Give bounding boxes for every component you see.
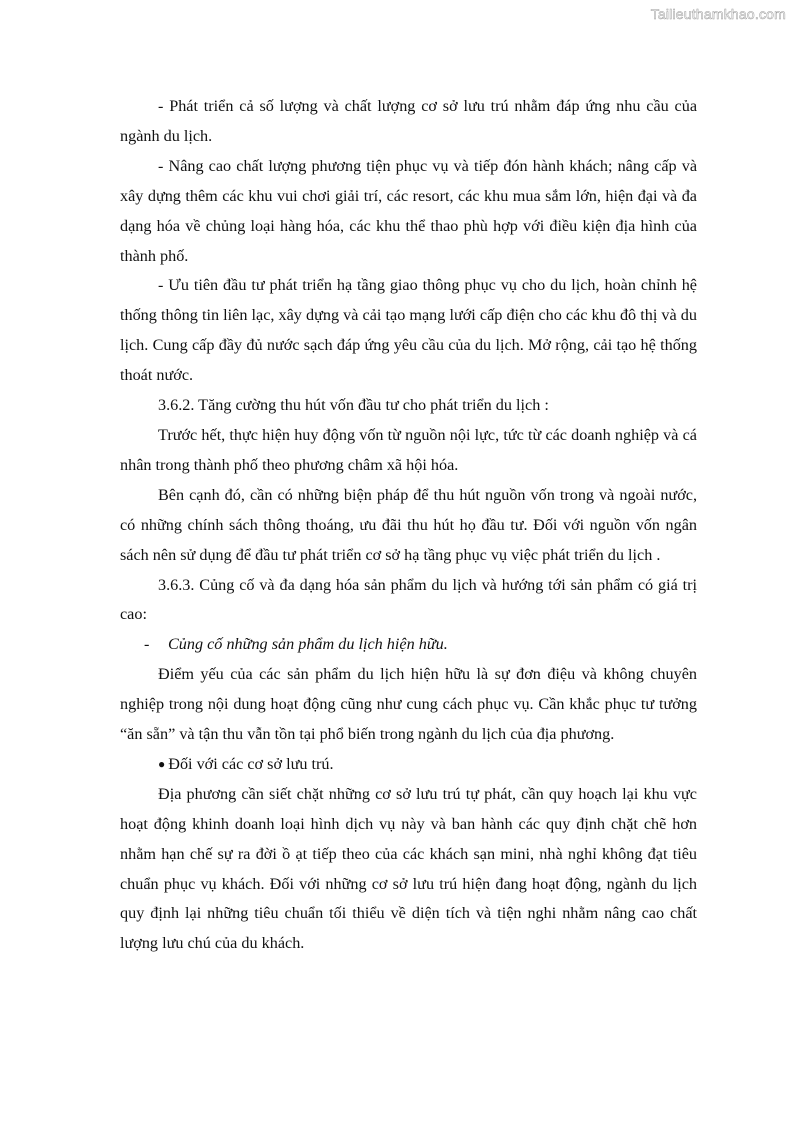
paragraph-external-capital: Bên cạnh đó, cần có những biện pháp để thu hút nguồn vốn trong và ngoài nước, có những chính sách thông thoáng, ưu đãi thu hút họ đầu tư. Đối với nguồn vốn ngân sách nên sử dụng để đầu tư phát triển cơ sở hạ tầng phục vụ việc phát triển du lịch . <box>120 485 697 564</box>
bullet-icon: ● <box>158 756 166 771</box>
dash-marker: - <box>144 635 150 654</box>
list-item-text: Đối với các cơ sở lưu trú. <box>168 754 334 773</box>
paragraph-service-quality: - Nâng cao chất lượng phương tiện phục vụ và tiếp đón hành khách; nâng cấp và xây dựng thêm các khu vui chơi giải trí, các resort, các khu mua sắm lớn, hiện đại và đa dạng hóa về chủng loại hàng hóa, các khu thể thao phù hợp với điều kiện địa hình của thành phố. <box>120 156 697 265</box>
paragraph-accommodation-growth: - Phát triển cả số lượng và chất lượng cơ sở lưu trú nhằm đáp ứng nhu cầu của ngành du lịch. <box>120 97 697 145</box>
watermark: Tailieuthamkhao.com <box>650 6 786 22</box>
paragraph-product-weakness: Điểm yếu của các sản phẩm du lịch hiện hữu là sự đơn điệu và không chuyên nghiệp trong nội dung hoạt động cũng như cung cách phục vụ. Cần khắc phục tư tưởng “ăn sẵn” và tận thu vẫn tồn tại phổ biến trong ngành du lịch của địa phương. <box>120 665 697 744</box>
list-item-accommodation <box>120 750 697 780</box>
list-item-consolidate-products <box>120 630 697 660</box>
section-heading-3-6-2: 3.6.2. Tăng cường thu hút vốn đầu tư cho phát triển du lịch : <box>158 396 549 415</box>
paragraph-accommodation-regulation: Địa phương cần siết chặt những cơ sở lưu trú tự phát, cần quy hoạch lại khu vực hoạt động khinh doanh loại hình dịch vụ này và ban hành các quy định chặt chẽ hơn nhằm hạn chế sự ra đời ồ ạt tiếp theo của các khách sạn mini, nhà nghỉ không đạt tiêu chuẩn phục vụ khách. Đối với những cơ sở lưu trú hiện đang hoạt động, ngành du lịch quy định lại những tiêu chuẩn tối thiểu về diện tích và tiện nghi nhằm nâng cao chất lượng lưu chú của du khách. <box>120 784 697 953</box>
document-body <box>120 92 697 959</box>
section-heading-3-6-3: 3.6.3. Củng cố và đa dạng hóa sản phẩm du lịch và hướng tới sản phẩm có giá trị cao: <box>120 575 697 624</box>
list-item-text: Củng cố những sản phẩm du lịch hiện hữu. <box>168 635 448 654</box>
paragraph-internal-capital: Trước hết, thực hiện huy động vốn từ nguồn nội lực, tức từ các doanh nghiệp và cá nhân trong thành phố theo phương châm xã hội hóa. <box>120 425 697 474</box>
paragraph-infrastructure: - Ưu tiên đầu tư phát triển hạ tầng giao thông phục vụ cho du lịch, hoàn chỉnh hệ thống thông tin liên lạc, xây dựng và cải tạo mạng lưới cấp điện cho các khu đô thị và du lịch. Cung cấp đầy đủ nước sạch đáp ứng yêu cầu của du lịch. Mở rộng, cải tạo hệ thống thoát nước. <box>120 276 697 385</box>
